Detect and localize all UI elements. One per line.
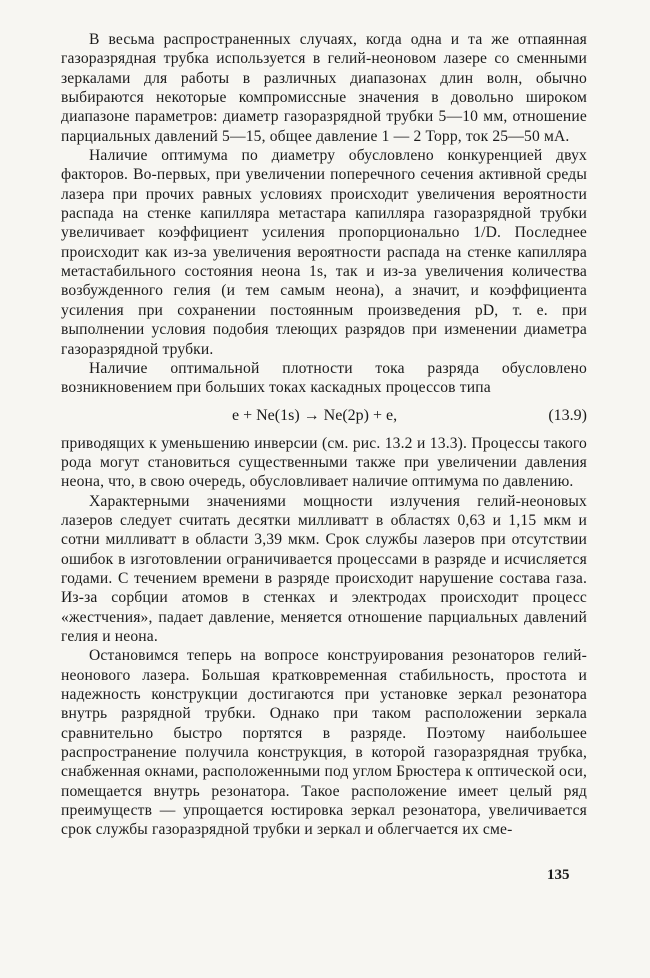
page-number: 135 [547, 867, 570, 883]
paragraph-1: В весьма распространенных случаях, когда одна и та же отпаянная газоразрядная трубка используется в гелий-неоновом лазере со сменными зеркалами для работы в различных диапазонах длин волн, обычно выбираются некоторые компромиссные значения в довольно широком диапазоне параметров: диаметр газоразрядной трубки 5—10 мм, отношение парциальных давлений 5—15, общее давление 1 — 2 Торр, ток 25—50 мА. [61, 31, 587, 145]
paragraph-5: Характерными значениями мощности излучения гелий-неоновых лазеров следует считать десятки милливатт в областях 0,63 и 1,15 мкм и сотни милливатт в области 3,39 мкм. Срок службы лазеров при отсутствии ошибок в изготовлении ограничивается процессами в разряде и исчисляется годами. С течением времени в разряде происходит нарушение состава газа. Из-за сорбции атомов в стенках и электродах происходит процесс «жестчения», падает давление, меняется отношение парциальных давлений гелия и неона. [61, 492, 587, 645]
paragraph-2: Наличие оптимума по диаметру обусловлено конкуренцией двух факторов. Во-первых, при увеличении поперечного сечения активной среды лазера при прочих равных условиях происходит увеличения вероятности распада на стенке капилляра метастара капилляра газоразрядной трубки увеличивает коэффициент усиления пропорционально 1/D. Последнее происходит как из-за увеличения вероятности распада на стенке капилляра метастабильного состояния неона 1s, так и из-за увеличения количества возбужденного гелия (и тем самым неона), а значит, и коэффициента усиления при сохранении постоянным произведения pD, т. е. при выполнении условия подобия тлеющих разрядов при изменении диаметра газоразрядной трубки. [61, 147, 587, 358]
equation-number: (13.9) [548, 406, 587, 424]
paragraph-6: Остановимся теперь на вопросе конструирования резонаторов гелий-неонового лазера. Большая кратковременная стабильность, простота и надежность конструкции достигаются при установке зеркал резонатора внутрь разрядной трубки. Однако при таком расположении зеркала сравнительно быстро портятся в разряде. Поэтому наибольшее распространение получила конструкция, в которой газоразрядная трубка, снабженная окнами, расположенными под углом Брюстера к оптической оси, помещается внутрь резонатора. Такое расположение имеет целый ряд преимуществ — упрощается юстировка зеркал резонатора, увеличивается срок службы газоразрядной трубки и зеркал и облегчается их сме- [61, 647, 587, 839]
text-before-equation [61, 30, 587, 840]
paragraph-3: Наличие оптимальной плотности тока разряда обусловлено возникновением при больших токах каскадных процессов типа [61, 359, 587, 397]
equation-expression: e + Ne(1s) → Ne(2p) + e, [232, 406, 398, 424]
equation-13-9 [61, 398, 587, 434]
paragraph-4: приводящих к уменьшению инверсии (см. рис. 13.2 и 13.3). Процессы такого рода могут становиться существенными также при увеличении давления неона, что, в свою очередь, обусловливает наличие оптимума по давлению. [61, 434, 587, 491]
